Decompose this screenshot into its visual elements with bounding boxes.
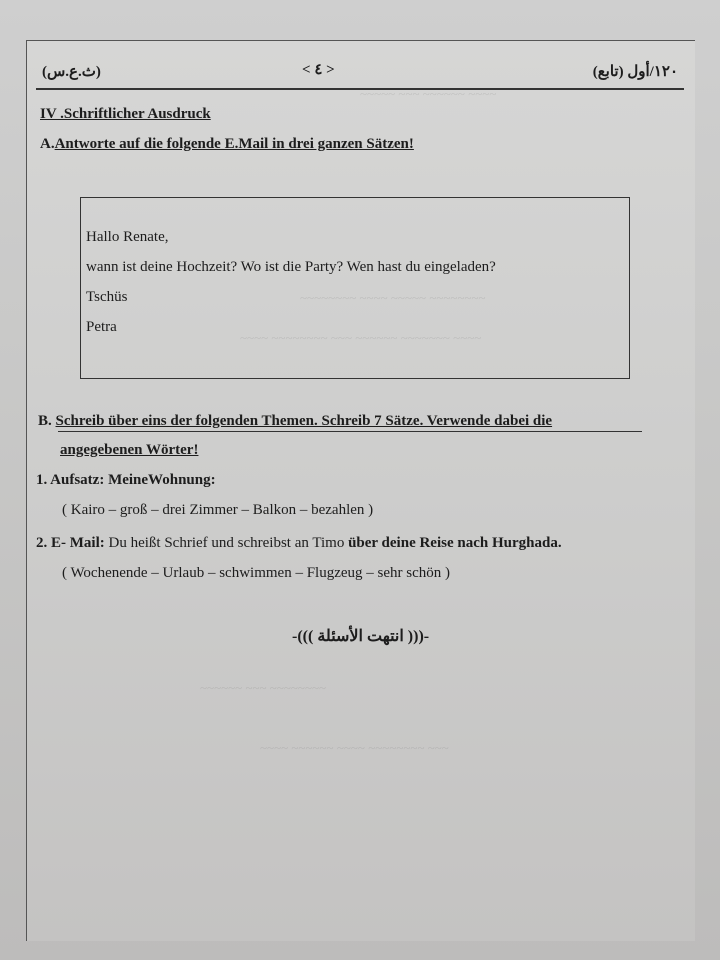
email-body: wann ist deine Hochzeit? Wo ist die Party? Wen hast du eingeladen? — [86, 259, 496, 275]
topic-2-text: Du heißt Schrief und schreibst an Timo — [108, 535, 345, 551]
header-right: ١٢٠/أول (تابع) — [592, 64, 678, 80]
show-through-text: ~~~~~~~~ ~~~~ ~~~~~ ~~~~~~~~ — [300, 290, 486, 305]
header-divider — [36, 88, 684, 90]
part-b-instruction-line1: Schreib über eins der folgenden Themen. Schreib 7 Sätze. Verwende dabei die — [55, 413, 553, 429]
email-closing: Tschüs — [86, 289, 128, 305]
end-of-questions: -((( انتهت الأسئلة )))- — [292, 628, 430, 645]
part-a-label: A. — [40, 136, 55, 152]
show-through-text: ~~~~ ~~~~~~ ~~~~ ~~~~~~~~ ~~~ — [260, 740, 449, 755]
section-title: IV .Schriftlicher Ausdruck — [40, 106, 211, 122]
topic-2-words: ( Wochenende – Urlaub – schwimmen – Flugzeug – sehr schön ) — [62, 565, 451, 581]
show-through-text: ~~~~~~ ~~~ ~~~~~~~~ — [200, 680, 327, 695]
topic-1-title: 1. Aufsatz: MeineWohnung: — [36, 472, 216, 488]
topic-2-title — [36, 535, 562, 552]
header-left: (ث.ع.س) — [42, 64, 101, 80]
show-through-text: ~~~~~ ~~~ ~~~~~~ ~~~~ — [360, 86, 497, 101]
email-sender: Petra — [86, 319, 117, 335]
email-box — [80, 197, 630, 379]
show-through-text: ~~~~ ~~~~~~~~ ~~~ ~~~~~~ ~~~~~~~ ~~~~ — [240, 330, 482, 345]
page-number: < ٤ > — [302, 62, 335, 78]
part-b-instruction-line2: angegebenen Wörter! — [60, 442, 199, 458]
part-b-label: B. — [38, 413, 52, 429]
instruction-underline — [58, 431, 642, 432]
topic-2-prefix: 2. E- Mail: — [36, 535, 105, 551]
part-a-instruction: Antworte auf die folgende E.Mail in drei ganzen Sätzen! — [54, 136, 414, 152]
topic-2-emphasis: über deine Reise nach Hurghada. — [348, 535, 562, 551]
part-a-heading — [40, 136, 414, 153]
topic-1-words: ( Kairo – groß – drei Zimmer – Balkon – bezahlen ) — [62, 502, 374, 518]
page-header — [34, 58, 684, 86]
part-b-heading — [38, 413, 552, 430]
exam-sheet — [26, 40, 695, 941]
email-greeting: Hallo Renate, — [86, 229, 169, 245]
